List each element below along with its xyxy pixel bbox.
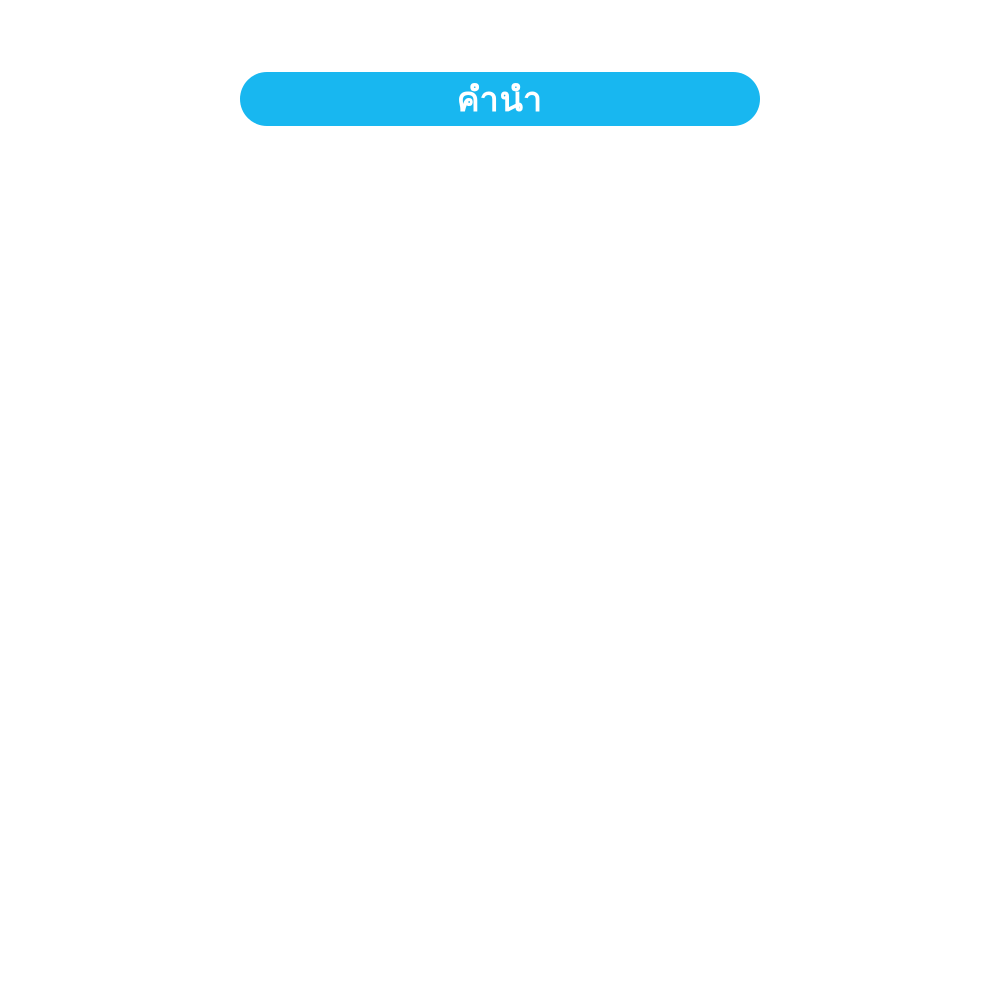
preface-body xyxy=(228,146,760,786)
page-title: คำนำ xyxy=(456,80,544,120)
title-banner xyxy=(240,72,760,126)
